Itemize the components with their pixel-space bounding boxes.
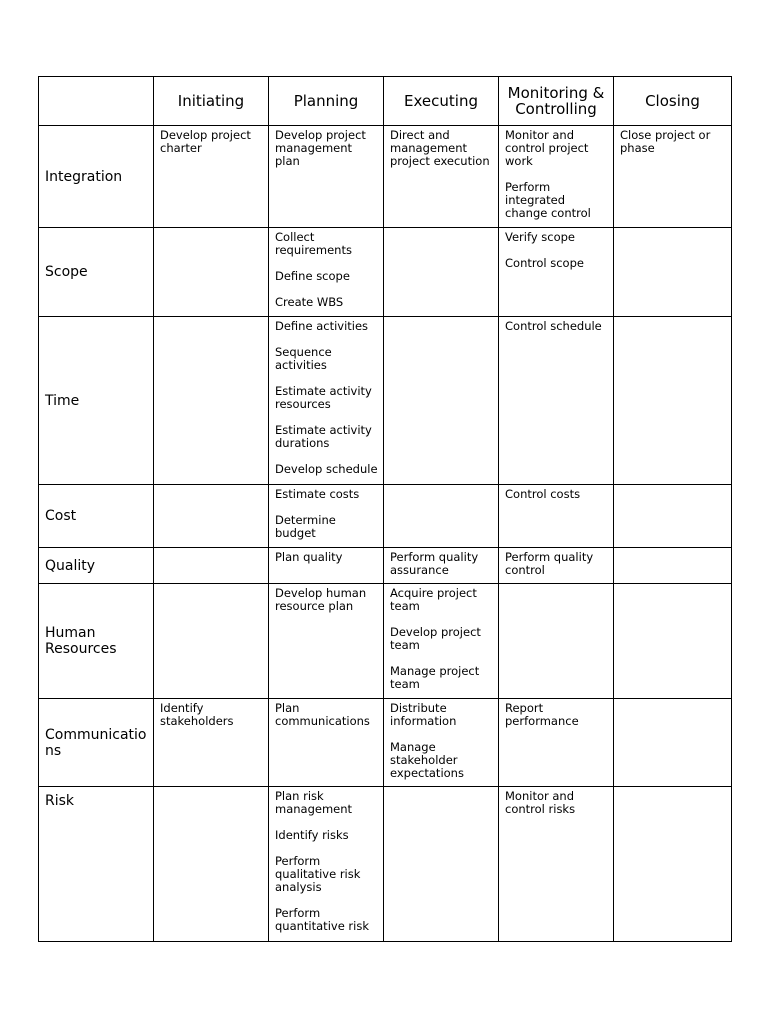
process-cell [499, 485, 614, 548]
process-cell [269, 548, 384, 584]
header-monitoring-controlling: Monitoring & Controlling [499, 77, 614, 126]
process-cell [614, 787, 732, 942]
header-row [39, 77, 732, 126]
process-item: Define scope [275, 269, 350, 283]
process-item: Monitor and control risks [505, 789, 576, 816]
process-cell [614, 126, 732, 228]
process-item: Create WBS [275, 295, 344, 309]
process-item: Direct and management project execution [390, 128, 490, 168]
process-item: Identify stakeholders [160, 701, 234, 728]
process-cell [269, 485, 384, 548]
process-cell [499, 584, 614, 699]
knowledge-area-human-resources: Human Resources [39, 584, 154, 699]
knowledge-area-scope: Scope [39, 228, 154, 317]
table-row [39, 126, 732, 228]
process-cell [384, 787, 499, 942]
process-cell [384, 126, 499, 228]
process-item: Identify risks [275, 828, 349, 842]
process-item: Develop human resource plan [275, 586, 367, 613]
process-cell [614, 228, 732, 317]
process-cell [614, 584, 732, 699]
process-cell [614, 317, 732, 485]
process-cell [384, 228, 499, 317]
process-cell [384, 485, 499, 548]
process-item: Perform quantitative risk [275, 906, 369, 933]
process-item: Plan quality [275, 550, 343, 564]
process-item: Close project or phase [620, 128, 711, 155]
process-item: Develop schedule [275, 462, 378, 476]
process-cell [269, 317, 384, 485]
table-row [39, 787, 732, 942]
process-item: Verify scope [505, 230, 576, 244]
process-cell [614, 548, 732, 584]
process-item: Estimate activity resources [275, 384, 372, 411]
process-item: Plan risk management [275, 789, 353, 816]
process-cell [499, 228, 614, 317]
process-cell [499, 787, 614, 942]
process-item: Develop project management plan [275, 128, 366, 168]
process-item: Develop project team [390, 625, 481, 652]
process-cell [269, 699, 384, 787]
process-item: Distribute information [390, 701, 457, 728]
process-item: Estimate costs [275, 487, 360, 501]
process-cell [499, 548, 614, 584]
process-cell [154, 485, 269, 548]
process-item: Plan communications [275, 701, 370, 728]
process-cell [269, 787, 384, 942]
table-row [39, 228, 732, 317]
knowledge-area-integration: Integration [39, 126, 154, 228]
process-item: Collect requirements [275, 230, 352, 257]
process-cell [154, 584, 269, 699]
table-row [39, 317, 732, 485]
process-cell [269, 584, 384, 699]
corner-cell [39, 77, 154, 126]
process-item: Acquire project team [390, 586, 477, 613]
process-cell [499, 699, 614, 787]
process-item: Control schedule [505, 319, 602, 333]
process-matrix-table [38, 76, 732, 942]
table-row [39, 584, 732, 699]
header-closing: Closing [614, 77, 732, 126]
process-item: Sequence activities [275, 345, 332, 372]
process-cell [384, 317, 499, 485]
process-cell [154, 126, 269, 228]
knowledge-area-cost: Cost [39, 485, 154, 548]
process-cell [269, 126, 384, 228]
table-row [39, 548, 732, 584]
knowledge-area-quality: Quality [39, 548, 154, 584]
header-planning: Planning [269, 77, 384, 126]
knowledge-area-risk: Risk [39, 787, 154, 942]
process-cell [384, 548, 499, 584]
header-initiating: Initiating [154, 77, 269, 126]
process-item: Estimate activity durations [275, 423, 372, 450]
process-cell [384, 699, 499, 787]
process-cell [269, 228, 384, 317]
process-item: Perform integrated change control [505, 180, 591, 220]
process-cell [614, 485, 732, 548]
table-row [39, 485, 732, 548]
process-item: Perform qualitative risk analysis [275, 854, 361, 894]
process-cell [154, 787, 269, 942]
process-item: Perform quality control [505, 550, 594, 577]
process-cell [154, 548, 269, 584]
process-item: Develop project charter [160, 128, 251, 155]
table-row [39, 699, 732, 787]
process-item: Determine budget [275, 513, 336, 540]
process-cell [154, 699, 269, 787]
process-item: Manage stakeholder expectations [390, 740, 464, 780]
process-item: Control scope [505, 256, 584, 270]
process-cell [499, 317, 614, 485]
process-cell [499, 126, 614, 228]
process-item: Perform quality assurance [390, 550, 479, 577]
process-item: Monitor and control project work [505, 128, 589, 168]
process-cell [154, 228, 269, 317]
process-item: Define activities [275, 319, 369, 333]
process-item: Report performance [505, 701, 579, 728]
knowledge-area-communications: Communications [39, 699, 154, 787]
process-cell [384, 584, 499, 699]
process-item: Control costs [505, 487, 581, 501]
process-item: Manage project team [390, 664, 480, 691]
process-cell [614, 699, 732, 787]
process-cell [154, 317, 269, 485]
knowledge-area-time: Time [39, 317, 154, 485]
header-executing: Executing [384, 77, 499, 126]
